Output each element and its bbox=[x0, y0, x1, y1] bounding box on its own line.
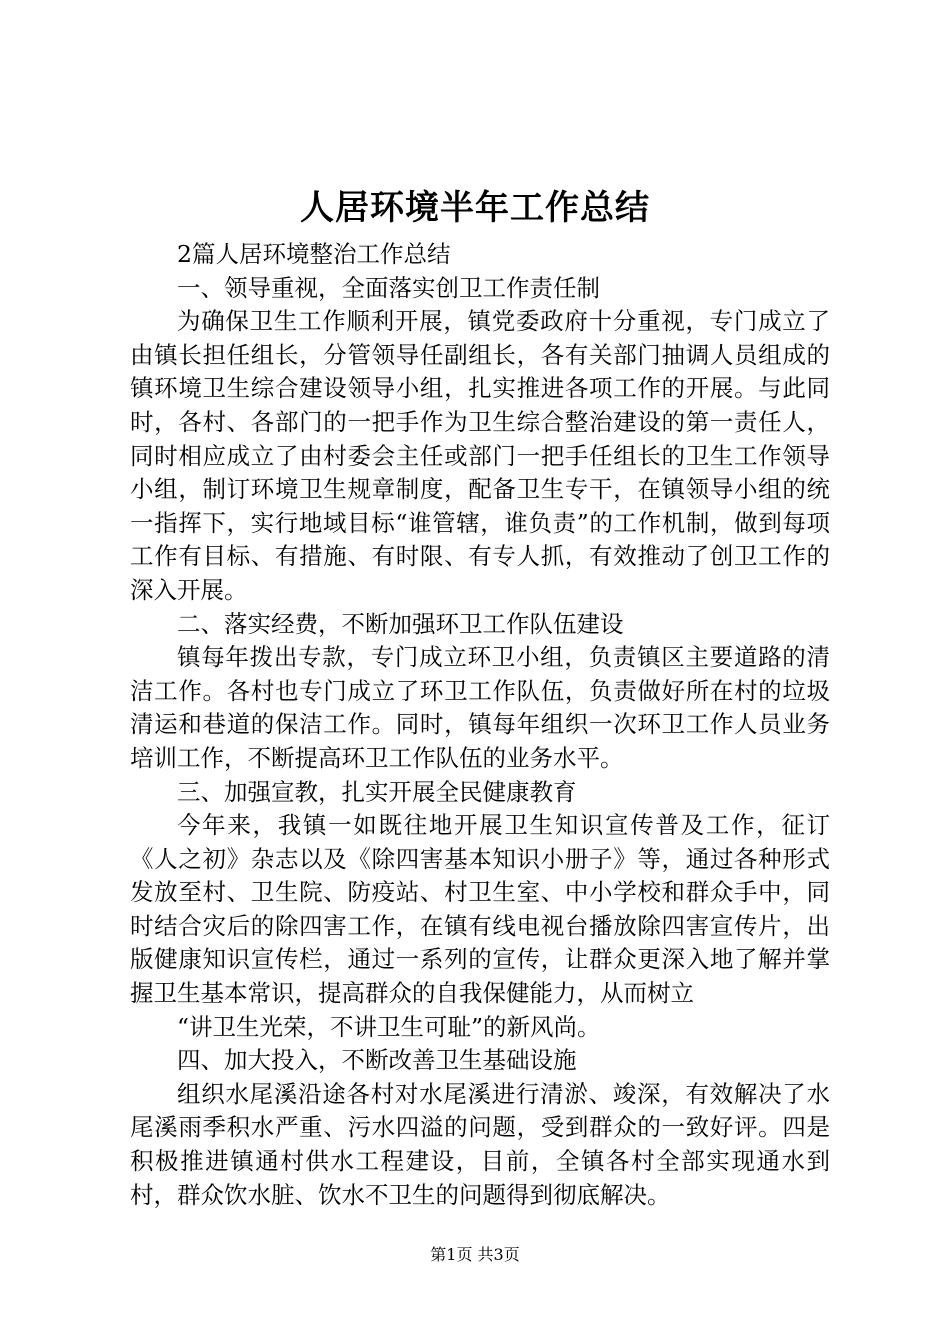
paragraph-3: 今年来，我镇一如既往地开展卫生知识宣传普及工作，征订《人之初》杂志以及《除四害基本知识小册子》等，通过各种形式发放至村、卫生院、防疫站、村卫生室、中小学校和群众手中，同时结合灾后的除四害工作，在镇有线电视台播放除四害宣传片，出版健康知识宣传栏，通过一系列的宣传，让群众更深入地了解并掌握卫生基本常识，提高群众的自我保健能力，从而树立 bbox=[130, 811, 830, 1008]
paragraph-1: 为确保卫生工作顺利开展，镇党委政府十分重视，专门成立了由镇长担任组长，分管领导任副组长，各有关部门抽调人员组成的镇环境卫生综合建设领导小组，扎实推进各项工作的开展。与此同时，各村、各部门的一把手作为卫生综合整治建设的第一责任人，同时相应成立了由村委会主任或部门一把手任组长的卫生工作领导小组，制订环境卫生规章制度，配备卫生专干，在镇领导小组的统一指挥下，实行地域目标“谁管辖，谁负责”的工作机制，做到每项工作有目标、有措施、有时限、有专人抓，有效推动了创卫工作的深入开展。 bbox=[130, 307, 830, 604]
section-heading-2: 二、落实经费，不断加强环卫工作队伍建设 bbox=[177, 609, 624, 638]
paragraph-2: 镇每年拨出专款，专门成立环卫小组，负责镇区主要道路的清洁工作。各村也专门成立了环卫工作队伍，负责做好所在村的垃圾清运和巷道的保洁工作。同时，镇每年组织一次环卫工作人员业务培训工作，不断提高环卫工作队伍的业务水平。 bbox=[130, 643, 830, 772]
page-footer: 第1页 共3页 bbox=[430, 1245, 520, 1264]
section-heading-1: 一、领导重视，全面落实创卫工作责任制 bbox=[177, 273, 600, 302]
paragraph-subtitle: 2篇人居环境整治工作总结 bbox=[177, 240, 451, 268]
paragraph-4: 组织水尾溪沿途各村对水尾溪进行清淤、竣深，有效解决了水尾溪雨季积水严重、污水四溢的问题，受到群众的一致好评。四是积极推进镇通村供水工程建设，目前，全镇各村全部实现通水到村，群众饮水脏、饮水不卫生的问题得到彻底解决。 bbox=[130, 1079, 830, 1209]
document-body bbox=[130, 238, 830, 1212]
paragraph-3-continued: “讲卫生光荣，不讲卫生可耻”的新风尚。 bbox=[177, 1012, 601, 1041]
section-heading-3: 三、加强宣教，扎实开展全民健康教育 bbox=[177, 777, 577, 806]
document-title: 人居环境半年工作总结 bbox=[300, 188, 650, 228]
section-heading-4: 四、加大投入，不断改善卫生基础设施 bbox=[177, 1046, 577, 1075]
